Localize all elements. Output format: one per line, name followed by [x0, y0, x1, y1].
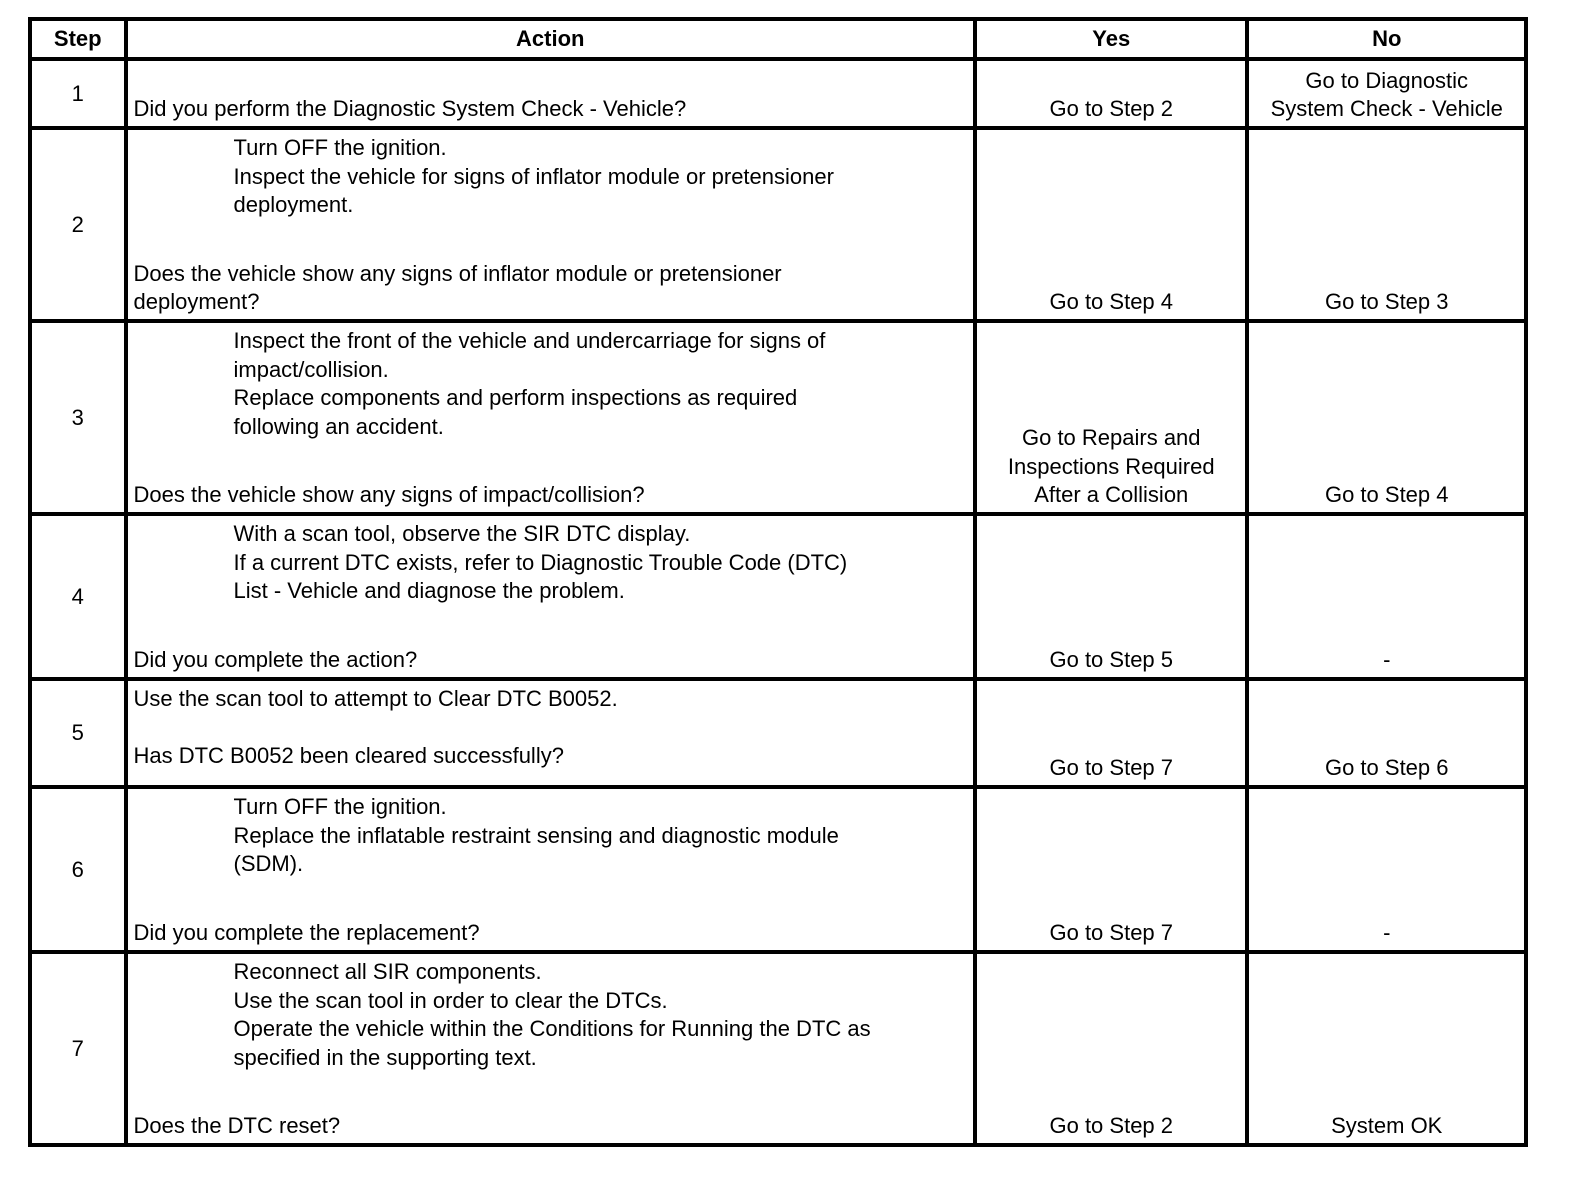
yes-cell	[975, 514, 1247, 679]
instruction-list	[134, 520, 968, 606]
yes-result: Go to Step 2	[1049, 96, 1174, 122]
header-row	[30, 19, 1526, 59]
yes-cell	[975, 679, 1247, 787]
no-cell	[1247, 128, 1526, 321]
no-result: Go to Diagnostic System Check - Vehicle	[1270, 67, 1503, 122]
diagnostic-table	[28, 17, 1528, 1147]
question-text: Did you complete the action?	[133, 647, 418, 673]
step-number: 6	[30, 787, 126, 952]
instruction-list	[134, 134, 968, 220]
action-cell	[126, 514, 976, 679]
instruction-item: Replace components and perform inspections as required following an accident.	[233, 385, 798, 439]
action-content	[134, 520, 968, 675]
question-text: Does the vehicle show any signs of inflator module or pretensioner deployment?	[133, 260, 782, 315]
instruction-list	[134, 958, 968, 1072]
table-row	[30, 59, 1526, 128]
yes-result: Go to Step 7	[1049, 755, 1174, 781]
table-row	[30, 787, 1526, 952]
action-content	[134, 793, 968, 948]
yes-cell	[975, 128, 1247, 321]
header-action: Action	[126, 19, 976, 59]
instruction-item: Reconnect all SIR components.	[233, 959, 542, 984]
no-result: Go to Step 4	[1324, 482, 1449, 508]
header-no: No	[1247, 19, 1526, 59]
yes-result: Go to Step 5	[1049, 647, 1174, 673]
table-row	[30, 952, 1526, 1145]
yes-result: Go to Step 7	[1049, 920, 1174, 946]
action-cell	[126, 321, 976, 514]
instruction-list	[134, 793, 968, 879]
step-number: 2	[30, 128, 126, 321]
action-content	[134, 958, 968, 1141]
table-row	[30, 514, 1526, 679]
instruction-list	[134, 327, 968, 441]
no-cell	[1247, 321, 1526, 514]
action-cell	[126, 679, 976, 787]
no-cell	[1247, 952, 1526, 1145]
no-cell	[1247, 787, 1526, 952]
yes-cell	[975, 321, 1247, 514]
action-content	[134, 327, 968, 510]
step-number: 4	[30, 514, 126, 679]
yes-cell	[975, 59, 1247, 128]
no-cell	[1247, 679, 1526, 787]
instruction-item: Replace the inflatable restraint sensing and diagnostic module (SDM).	[233, 822, 839, 877]
action-content	[134, 134, 968, 317]
action-cell	[126, 128, 976, 321]
no-cell	[1247, 59, 1526, 128]
no-result: Go to Step 3	[1324, 289, 1449, 315]
yes-result: Go to Step 4	[1049, 289, 1174, 315]
header-yes: Yes	[975, 19, 1247, 59]
question-text: Use the scan tool to attempt to Clear DTC B0052. Has DTC B0052 been cleared successfully?	[133, 686, 618, 769]
instruction-item: Inspect the front of the vehicle and undercarriage for signs of impact/collision.	[233, 328, 826, 382]
no-result: Go to Step 6	[1324, 755, 1449, 781]
yes-cell	[975, 787, 1247, 952]
table-row	[30, 128, 1526, 321]
yes-cell	[975, 952, 1247, 1145]
no-result: -	[1383, 647, 1391, 673]
step-number: 3	[30, 321, 126, 514]
question-text: Does the vehicle show any signs of impact/collision?	[133, 482, 645, 508]
action-content	[134, 685, 968, 783]
step-number: 1	[30, 59, 126, 128]
action-cell	[126, 952, 976, 1145]
instruction-item: Operate the vehicle within the Conditions for Running the DTC as specified in the supporting text.	[233, 1016, 871, 1070]
yes-result: Go to Repairs and Inspections Required After a Collision	[1007, 425, 1215, 508]
yes-result: Go to Step 2	[1049, 1113, 1174, 1139]
instruction-item: Inspect the vehicle for signs of inflator module or pretensioner deployment.	[233, 163, 834, 218]
instruction-item: Turn OFF the ignition.	[233, 794, 447, 819]
action-cell	[126, 59, 976, 128]
table-row	[30, 321, 1526, 514]
instruction-item: If a current DTC exists, refer to Diagnostic Trouble Code (DTC) List - Vehicle and diagnose the problem.	[233, 549, 848, 604]
instruction-item: Use the scan tool in order to clear the DTCs.	[233, 987, 668, 1013]
action-cell	[126, 787, 976, 952]
table-row	[30, 679, 1526, 787]
question-text: Did you perform the Diagnostic System Check - Vehicle?	[133, 96, 687, 122]
no-result: -	[1383, 920, 1391, 946]
step-number: 5	[30, 679, 126, 787]
header-step: Step	[30, 19, 126, 59]
question-text: Did you complete the replacement?	[133, 920, 480, 946]
step-number: 7	[30, 952, 126, 1145]
instruction-item: With a scan tool, observe the SIR DTC display.	[233, 521, 691, 546]
instruction-item: Turn OFF the ignition.	[233, 135, 447, 160]
no-cell	[1247, 514, 1526, 679]
no-result: System OK	[1331, 1113, 1443, 1139]
action-content	[134, 65, 968, 124]
question-text: Does the DTC reset?	[133, 1113, 341, 1139]
